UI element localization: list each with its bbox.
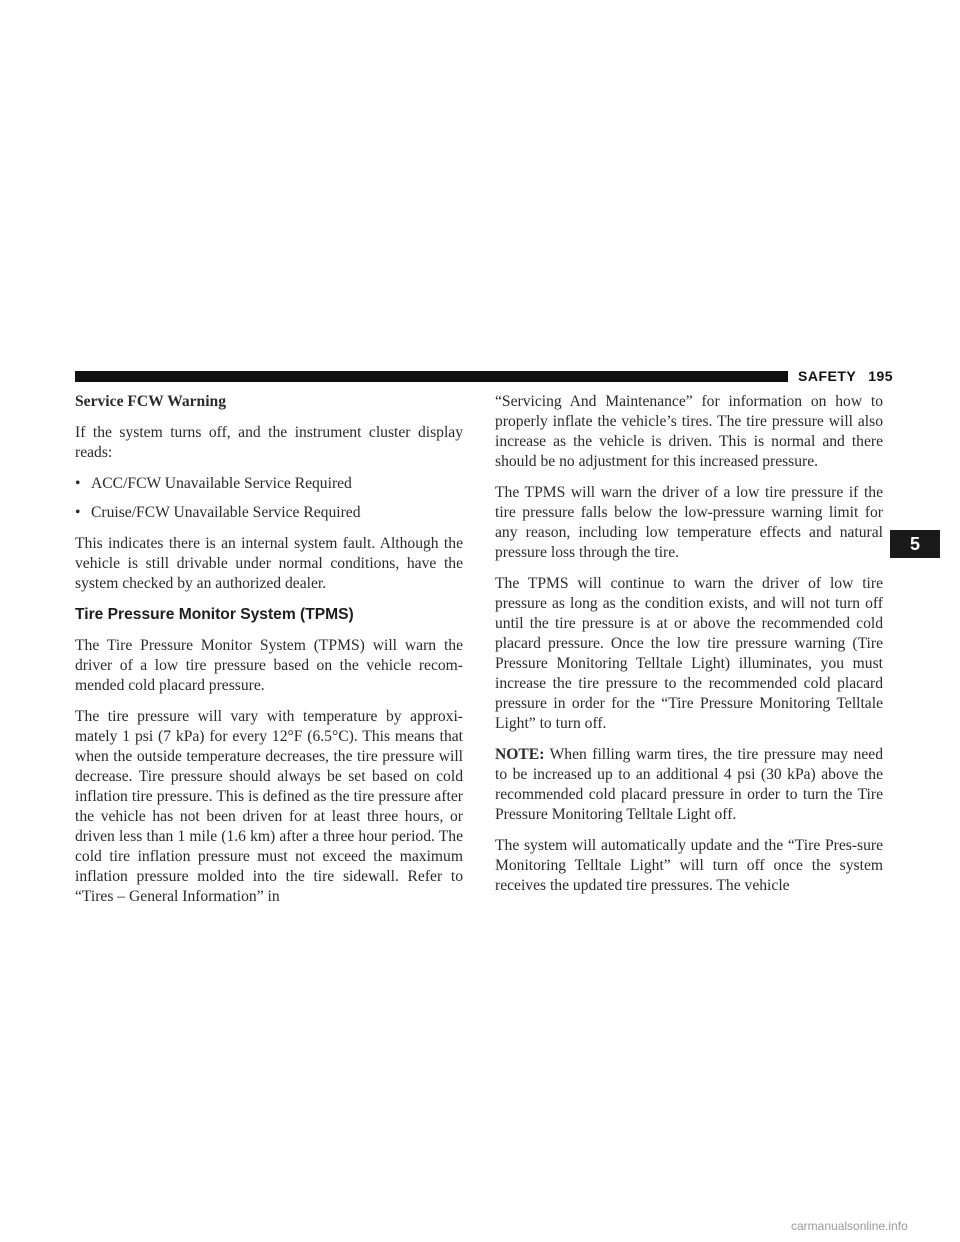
warn-paragraph: The TPMS will warn the driver of a low tire pressure if the tire pressure falls below the low-pressure warning limit for any reason, including low temperature effects and natural pressure loss through the tire. bbox=[495, 484, 883, 561]
display-message-list bbox=[75, 474, 463, 523]
chapter-tab[interactable]: 5 bbox=[890, 530, 940, 558]
list-item bbox=[75, 503, 463, 523]
note-text: When filling warm tires, the tire pressure may need to be increased up to an additional 4 psi (30 kPa) above the recommended cold placard pressure in order to turn the Tire Pressure Monitoring Telltale Light off. bbox=[495, 746, 883, 823]
continuation-paragraph: “Servicing And Maintenance” for information on how to properly inflate the vehicle’s tires. The tire pressure will also increase as the vehicle is driven. This is normal and there should be no adjustment for this increased pressure. bbox=[495, 393, 883, 470]
list-item bbox=[75, 474, 463, 494]
list-item-text: Cruise/FCW Unavailable Service Required bbox=[91, 504, 361, 521]
tpms-paragraph: The Tire Pressure Monitor System (TPMS) will warn the driver of a low tire pressure based on the vehicle recom-mended cold placard pressure. bbox=[75, 637, 463, 694]
intro-paragraph: If the system turns off, and the instrument cluster display reads: bbox=[75, 424, 463, 461]
header-rule bbox=[75, 371, 788, 382]
service-fcw-subheading: Service FCW Warning bbox=[75, 393, 227, 410]
bullet-icon: • bbox=[75, 504, 81, 521]
temperature-paragraph: The tire pressure will vary with temperature by approxi-mately 1 psi (7 kPa) for every 12°F (6.5°C). This means that when the outside temperature decreases, the tire pressure will decrease. Tire pressure should always be set based on cold inflation tire pressure. This is defined as the tire pressure after the vehicle has not been driven for at least three hours, or driven less than 1 mile (1.6 km) after a three hour period. The cold tire inflation pressure must not exceed the maximum inflation pressure molded into the tire sidewall. Refer to “Tires – General Information” in bbox=[75, 708, 463, 905]
note-label: NOTE: bbox=[495, 746, 545, 763]
note-paragraph bbox=[495, 745, 883, 825]
left-column bbox=[75, 392, 463, 918]
running-header bbox=[798, 367, 893, 385]
bullet-icon: • bbox=[75, 475, 81, 492]
section-title: SAFETY bbox=[798, 368, 857, 384]
update-paragraph: The system will automatically update and the “Tire Pres-sure Monitoring Telltale Light” will turn off once the system receives the updated tire pressures. The vehicle bbox=[495, 837, 883, 894]
page-number: 195 bbox=[868, 368, 894, 384]
tpms-heading: Tire Pressure Monitor System (TPMS) bbox=[75, 606, 354, 623]
fault-paragraph: This indicates there is an internal system fault. Although the vehicle is still drivable under normal conditions, have the system checked by an authorized dealer. bbox=[75, 535, 463, 592]
list-item-text: ACC/FCW Unavailable Service Required bbox=[91, 475, 352, 492]
continue-warning-paragraph: The TPMS will continue to warn the driver of low tire pressure as long as the condition exists, and will not turn off until the tire pressure is at or above the recommended cold placard pressure. Once the low tire pressure warning (Tire Pressure Monitoring Telltale Light) illuminates, you must increase the tire pressure to the recommended cold placard pressure in order for the “Tire Pressure Monitoring Telltale Light” to turn off. bbox=[495, 575, 883, 732]
watermark-footer: carmanualsonline.info bbox=[791, 1219, 908, 1233]
right-column bbox=[495, 392, 883, 907]
